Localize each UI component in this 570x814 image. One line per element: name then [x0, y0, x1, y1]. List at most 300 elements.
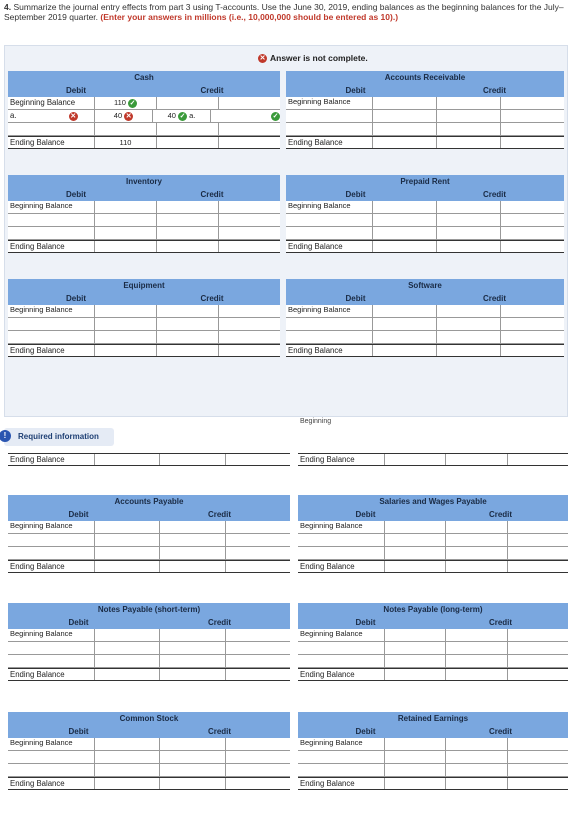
amount-cell[interactable]	[384, 547, 445, 559]
t-account-title: Notes Payable (short-term)	[8, 603, 290, 616]
amount-cell[interactable]	[94, 201, 156, 213]
amount-cell[interactable]	[372, 241, 436, 252]
amount-cell[interactable]	[225, 642, 290, 654]
amount-cell[interactable]	[225, 778, 290, 789]
debit-header: Debit	[345, 190, 366, 199]
debit-header: Debit	[68, 727, 89, 736]
amount-cell[interactable]	[372, 331, 436, 343]
credit-header: Credit	[482, 294, 507, 303]
t-account-title: Accounts Payable	[8, 495, 290, 508]
question-instruction: (Enter your answers in millions (i.e., 10,000,000 should be entered as 10).)	[100, 12, 399, 22]
amount-cell[interactable]	[500, 227, 564, 239]
amount-cell[interactable]	[500, 241, 564, 252]
table-row	[286, 344, 564, 357]
table-row	[298, 777, 568, 790]
t-account-body	[298, 738, 568, 790]
amount-cell[interactable]	[384, 521, 445, 533]
table-row	[286, 240, 564, 253]
info-icon: !	[0, 430, 11, 442]
table-row	[286, 305, 564, 318]
amount-cell[interactable]	[436, 214, 500, 226]
amount-cell[interactable]	[436, 331, 500, 343]
amount-cell[interactable]	[436, 97, 500, 109]
ending-balance-label: Ending Balance	[10, 138, 65, 147]
amount-cell[interactable]	[507, 751, 568, 763]
row-label	[8, 318, 94, 330]
table-row	[298, 751, 568, 764]
amount-cell[interactable]	[159, 629, 224, 641]
credit-header: Credit	[482, 190, 507, 199]
row-label: Ending Balance	[10, 346, 65, 355]
amount-cell[interactable]	[94, 521, 159, 533]
amount-cell[interactable]	[94, 738, 159, 750]
amount-cell[interactable]	[384, 561, 445, 572]
amount-cell[interactable]	[507, 561, 568, 572]
t-account-body	[8, 521, 290, 573]
incorrect-icon: ✕	[70, 113, 77, 120]
amount-cell[interactable]	[159, 764, 224, 776]
amount-cell[interactable]	[94, 547, 159, 559]
debit-header: Debit	[345, 294, 366, 303]
amount-cell[interactable]	[436, 241, 500, 252]
amount-cell[interactable]	[372, 110, 436, 122]
t-account-body	[286, 201, 564, 253]
amount-cell[interactable]	[372, 227, 436, 239]
ending-balance-label: Ending Balance	[10, 455, 65, 464]
amount-cell[interactable]	[94, 331, 156, 343]
row-label	[286, 123, 372, 135]
question-body: Summarize the journal entry effects from part 3 using T-accounts. Use the June 30, 2019, ending balances as the beginning balances for the July–September 2019 quarter.	[4, 2, 564, 22]
table-row	[298, 738, 568, 751]
amount-cell[interactable]	[225, 561, 290, 572]
debit-credit-header	[286, 84, 564, 97]
debit-credit-header	[298, 508, 568, 521]
t-account-title: Cash	[8, 71, 280, 84]
amount-cell[interactable]	[436, 201, 500, 213]
amount-cell[interactable]	[218, 214, 280, 226]
cash-blank-debit[interactable]	[94, 123, 156, 135]
table-row	[8, 534, 290, 547]
amount-cell[interactable]	[384, 751, 445, 763]
row-label: Ending Balance	[288, 242, 343, 251]
amount-cell[interactable]	[507, 629, 568, 641]
amount-cell[interactable]	[94, 751, 159, 763]
amount-cell[interactable]	[372, 214, 436, 226]
amount-cell[interactable]	[500, 345, 564, 356]
amount-cell[interactable]	[159, 751, 224, 763]
row-label: Ending Balance	[300, 779, 355, 788]
amount-cell[interactable]	[94, 778, 159, 789]
row-label	[286, 227, 372, 239]
amount-cell[interactable]	[436, 305, 500, 317]
amount-cell[interactable]	[94, 764, 159, 776]
cash-blank-extra[interactable]	[218, 123, 280, 135]
amount-cell[interactable]	[436, 110, 500, 122]
table-row	[8, 655, 290, 668]
amount-cell[interactable]	[159, 534, 224, 546]
debit-credit-header	[286, 292, 564, 305]
cash-beginning-debit[interactable]: 110 ✓	[94, 97, 156, 109]
amount-cell[interactable]	[500, 214, 564, 226]
row-label: Beginning Balance	[288, 97, 351, 106]
amount-cell[interactable]	[156, 331, 218, 343]
row-label: Beginning Balance	[288, 305, 351, 314]
t-account-title: Common Stock	[8, 712, 290, 725]
row-label	[8, 331, 94, 343]
amount-cell[interactable]	[156, 214, 218, 226]
amount-cell[interactable]	[225, 534, 290, 546]
amount-cell[interactable]	[218, 345, 280, 356]
t-account-body	[298, 629, 568, 681]
row-label: Beginning Balance	[300, 521, 363, 530]
amount-cell[interactable]	[94, 534, 159, 546]
partial-label: Beginning	[300, 418, 332, 425]
table-row	[8, 521, 290, 534]
row-label	[286, 331, 372, 343]
debit-header: Debit	[68, 618, 89, 627]
table-row	[286, 123, 564, 136]
amount-cell[interactable]	[500, 318, 564, 330]
debit-header: Debit	[355, 510, 376, 519]
amount-cell[interactable]	[384, 764, 445, 776]
t-account-title: Retained Earnings	[298, 712, 568, 725]
amount-cell[interactable]	[159, 561, 224, 572]
amount-cell[interactable]	[445, 521, 506, 533]
row-label: Ending Balance	[300, 562, 355, 571]
amount-cell[interactable]	[159, 642, 224, 654]
amount-cell[interactable]	[445, 629, 506, 641]
amount-cell[interactable]	[445, 547, 506, 559]
amount-cell[interactable]	[384, 669, 445, 680]
debit-header: Debit	[66, 294, 86, 303]
amount-cell[interactable]	[156, 318, 218, 330]
amount-cell[interactable]	[507, 547, 568, 559]
amount-cell[interactable]	[94, 655, 159, 667]
amount-cell[interactable]	[500, 331, 564, 343]
table-row	[8, 201, 280, 214]
amount-cell[interactable]	[156, 227, 218, 239]
row-label	[8, 764, 94, 776]
credit-header: Credit	[200, 86, 224, 95]
row-label	[298, 751, 384, 763]
row-label: Ending Balance	[300, 670, 355, 679]
table-row	[8, 777, 290, 790]
debit-credit-header	[8, 725, 290, 738]
amount-cell[interactable]	[218, 201, 280, 213]
row-label: Beginning Balance	[288, 201, 351, 210]
cash-ending-credit[interactable]	[156, 137, 218, 148]
t-account-title: Salaries and Wages Payable	[298, 495, 568, 508]
debit-header: Debit	[345, 86, 366, 95]
credit-header: Credit	[200, 294, 224, 303]
row-label: Beginning Balance	[10, 521, 73, 530]
amount-cell[interactable]	[500, 137, 564, 148]
row-label	[286, 318, 372, 330]
t-account-body	[8, 738, 290, 790]
t-account-body	[286, 97, 564, 149]
amount-cell[interactable]	[218, 241, 280, 252]
t-account-title: Accounts Receivable	[286, 71, 564, 84]
amount-cell[interactable]	[507, 778, 568, 789]
cash-beginning-extra[interactable]	[218, 97, 280, 109]
table-row	[286, 214, 564, 227]
amount-cell[interactable]	[384, 655, 445, 667]
row-label: Ending Balance	[10, 562, 65, 571]
row-label: Beginning Balance	[300, 738, 363, 747]
table-row	[286, 331, 564, 344]
cash-a-debit[interactable]: 40 ✕	[94, 110, 152, 122]
amount-cell[interactable]	[159, 521, 224, 533]
row-label	[298, 642, 384, 654]
table-row	[8, 453, 290, 466]
table-row	[8, 629, 290, 642]
table-row	[8, 227, 280, 240]
t-account-body	[286, 305, 564, 357]
amount-cell[interactable]	[500, 305, 564, 317]
debit-credit-header	[8, 508, 290, 521]
amount-cell[interactable]	[507, 655, 568, 667]
amount-cell[interactable]	[445, 764, 506, 776]
debit-credit-header	[8, 616, 290, 629]
cash-a-credit-label[interactable]	[210, 110, 280, 122]
amount-cell[interactable]	[94, 318, 156, 330]
table-row	[8, 318, 280, 331]
amount-cell[interactable]	[445, 454, 506, 465]
amount-cell[interactable]	[436, 137, 500, 148]
amount-cell[interactable]	[94, 669, 159, 680]
debit-credit-header	[8, 292, 280, 305]
row-label	[298, 764, 384, 776]
row-label: Beginning Balance	[300, 629, 363, 638]
row-label	[8, 642, 94, 654]
debit-credit-header	[286, 188, 564, 201]
cash-beginning-credit[interactable]	[156, 97, 218, 109]
amount-cell[interactable]	[384, 534, 445, 546]
table-row	[286, 136, 564, 149]
beginning-balance-label: Beginning Balance	[10, 98, 76, 107]
amount-cell[interactable]	[372, 305, 436, 317]
amount-cell[interactable]	[436, 318, 500, 330]
amount-cell[interactable]	[218, 305, 280, 317]
amount-cell[interactable]	[156, 201, 218, 213]
amount-cell[interactable]	[372, 318, 436, 330]
amount-cell[interactable]	[445, 778, 506, 789]
table-row	[8, 331, 280, 344]
answer-status-banner	[258, 53, 368, 63]
amount-cell[interactable]	[507, 534, 568, 546]
table-row	[298, 534, 568, 547]
credit-header: Credit	[200, 190, 224, 199]
table-row	[298, 668, 568, 681]
amount-cell[interactable]	[159, 738, 224, 750]
amount-cell[interactable]	[507, 764, 568, 776]
table-row	[298, 547, 568, 560]
credit-header: Credit	[488, 727, 513, 736]
amount-cell[interactable]	[156, 345, 218, 356]
row-label	[8, 655, 94, 667]
amount-cell[interactable]	[384, 738, 445, 750]
amount-cell[interactable]	[218, 331, 280, 343]
amount-cell[interactable]	[384, 642, 445, 654]
amount-cell[interactable]	[159, 655, 224, 667]
t-account-title: Software	[286, 279, 564, 292]
debit-credit-header	[8, 188, 280, 201]
table-row	[8, 214, 280, 227]
amount-cell[interactable]	[159, 547, 224, 559]
amount-cell[interactable]	[159, 669, 224, 680]
table-row	[8, 751, 290, 764]
cash-ending-extra[interactable]	[218, 137, 280, 148]
table-row	[298, 453, 568, 466]
amount-cell[interactable]	[156, 241, 218, 252]
table-row	[8, 668, 290, 681]
debit-header: Debit	[355, 618, 376, 627]
row-label	[286, 214, 372, 226]
row-label: Ending Balance	[10, 670, 65, 679]
amount-cell[interactable]	[94, 629, 159, 641]
incorrect-icon: ✕	[125, 113, 132, 120]
amount-cell[interactable]	[507, 669, 568, 680]
table-row	[8, 764, 290, 777]
amount-cell[interactable]	[218, 227, 280, 239]
amount-cell[interactable]	[156, 305, 218, 317]
row-label: Beginning Balance	[10, 201, 73, 210]
ending-balance-label: Ending Balance	[300, 455, 355, 464]
table-row	[8, 560, 290, 573]
amount-cell[interactable]	[94, 345, 156, 356]
amount-cell[interactable]	[225, 547, 290, 559]
amount-cell[interactable]	[94, 227, 156, 239]
amount-cell[interactable]	[500, 110, 564, 122]
row-label	[8, 547, 94, 559]
row-label: Ending Balance	[288, 138, 343, 147]
amount-cell[interactable]	[384, 778, 445, 789]
amount-cell[interactable]	[445, 738, 506, 750]
question-text	[4, 2, 564, 22]
amount-cell[interactable]	[372, 137, 436, 148]
amount-cell[interactable]	[445, 751, 506, 763]
required-information-bar[interactable]	[4, 428, 114, 446]
debit-header: Debit	[66, 86, 86, 95]
amount-cell[interactable]	[436, 345, 500, 356]
amount-cell[interactable]	[225, 655, 290, 667]
cash-a-credit[interactable]: 40 ✓ a.	[152, 110, 210, 122]
amount-cell[interactable]	[94, 214, 156, 226]
row-label: Ending Balance	[10, 779, 65, 788]
amount-cell[interactable]	[445, 655, 506, 667]
amount-cell[interactable]	[372, 123, 436, 135]
amount-cell[interactable]	[507, 521, 568, 533]
table-row	[298, 629, 568, 642]
amount-cell[interactable]	[159, 778, 224, 789]
amount-cell[interactable]	[225, 521, 290, 533]
t-account-body	[8, 305, 280, 357]
table-row	[286, 318, 564, 331]
row-label	[286, 110, 372, 122]
debit-header: Debit	[355, 727, 376, 736]
row-label: Ending Balance	[288, 346, 343, 355]
amount-cell[interactable]	[94, 561, 159, 572]
table-row	[8, 547, 290, 560]
correct-icon: ✓	[272, 113, 279, 120]
amount-cell[interactable]	[94, 305, 156, 317]
amount-cell[interactable]	[94, 642, 159, 654]
amount-cell[interactable]	[225, 629, 290, 641]
table-row	[298, 642, 568, 655]
amount-cell[interactable]	[436, 227, 500, 239]
table-row	[298, 764, 568, 777]
cash-ending-debit[interactable]: 110	[94, 137, 156, 148]
amount-cell[interactable]	[225, 454, 290, 465]
credit-header: Credit	[207, 727, 232, 736]
amount-cell[interactable]	[507, 454, 568, 465]
amount-cell[interactable]	[372, 345, 436, 356]
amount-cell[interactable]	[372, 97, 436, 109]
t-account-title: Equipment	[8, 279, 280, 292]
amount-cell[interactable]	[94, 241, 156, 252]
row-label: Beginning Balance	[10, 738, 73, 747]
t-account-body	[8, 201, 280, 253]
debit-header: Debit	[66, 190, 86, 199]
table-row	[8, 305, 280, 318]
amount-cell[interactable]	[436, 123, 500, 135]
amount-cell[interactable]	[94, 454, 159, 465]
amount-cell[interactable]	[218, 318, 280, 330]
t-account-title: Prepaid Rent	[286, 175, 564, 188]
amount-cell[interactable]	[500, 201, 564, 213]
row-label: Beginning Balance	[10, 629, 73, 638]
row-a-label[interactable]: a. ✕	[10, 111, 77, 120]
amount-cell[interactable]	[225, 764, 290, 776]
table-row	[8, 240, 280, 253]
incorrect-icon: ✕	[259, 54, 266, 62]
amount-cell[interactable]	[445, 669, 506, 680]
debit-credit-header	[298, 616, 568, 629]
row-label	[298, 534, 384, 546]
amount-cell[interactable]	[372, 201, 436, 213]
amount-cell[interactable]	[384, 629, 445, 641]
table-row	[286, 227, 564, 240]
amount-cell[interactable]	[445, 642, 506, 654]
amount-cell[interactable]	[159, 454, 224, 465]
amount-cell[interactable]	[507, 642, 568, 654]
table-row	[8, 642, 290, 655]
amount-cell[interactable]	[445, 534, 506, 546]
row-label: Ending Balance	[10, 242, 65, 251]
amount-cell[interactable]	[507, 738, 568, 750]
amount-cell[interactable]	[225, 751, 290, 763]
t-account-ending-row	[8, 453, 290, 466]
row-label	[8, 751, 94, 763]
required-information-label: Required information	[18, 432, 99, 441]
amount-cell[interactable]	[500, 97, 564, 109]
table-row	[8, 344, 280, 357]
cash-blank-credit[interactable]	[156, 123, 218, 135]
amount-cell[interactable]	[445, 561, 506, 572]
row-label	[298, 547, 384, 559]
correct-icon: ✓	[129, 100, 136, 107]
amount-cell[interactable]	[225, 669, 290, 680]
credit-header: Credit	[207, 618, 232, 627]
t-account-body	[8, 629, 290, 681]
table-row	[286, 201, 564, 214]
amount-cell[interactable]	[225, 738, 290, 750]
amount-cell[interactable]	[384, 454, 445, 465]
row-label	[8, 227, 94, 239]
amount-cell[interactable]	[500, 123, 564, 135]
t-account-title: Notes Payable (long-term)	[298, 603, 568, 616]
table-row	[298, 655, 568, 668]
